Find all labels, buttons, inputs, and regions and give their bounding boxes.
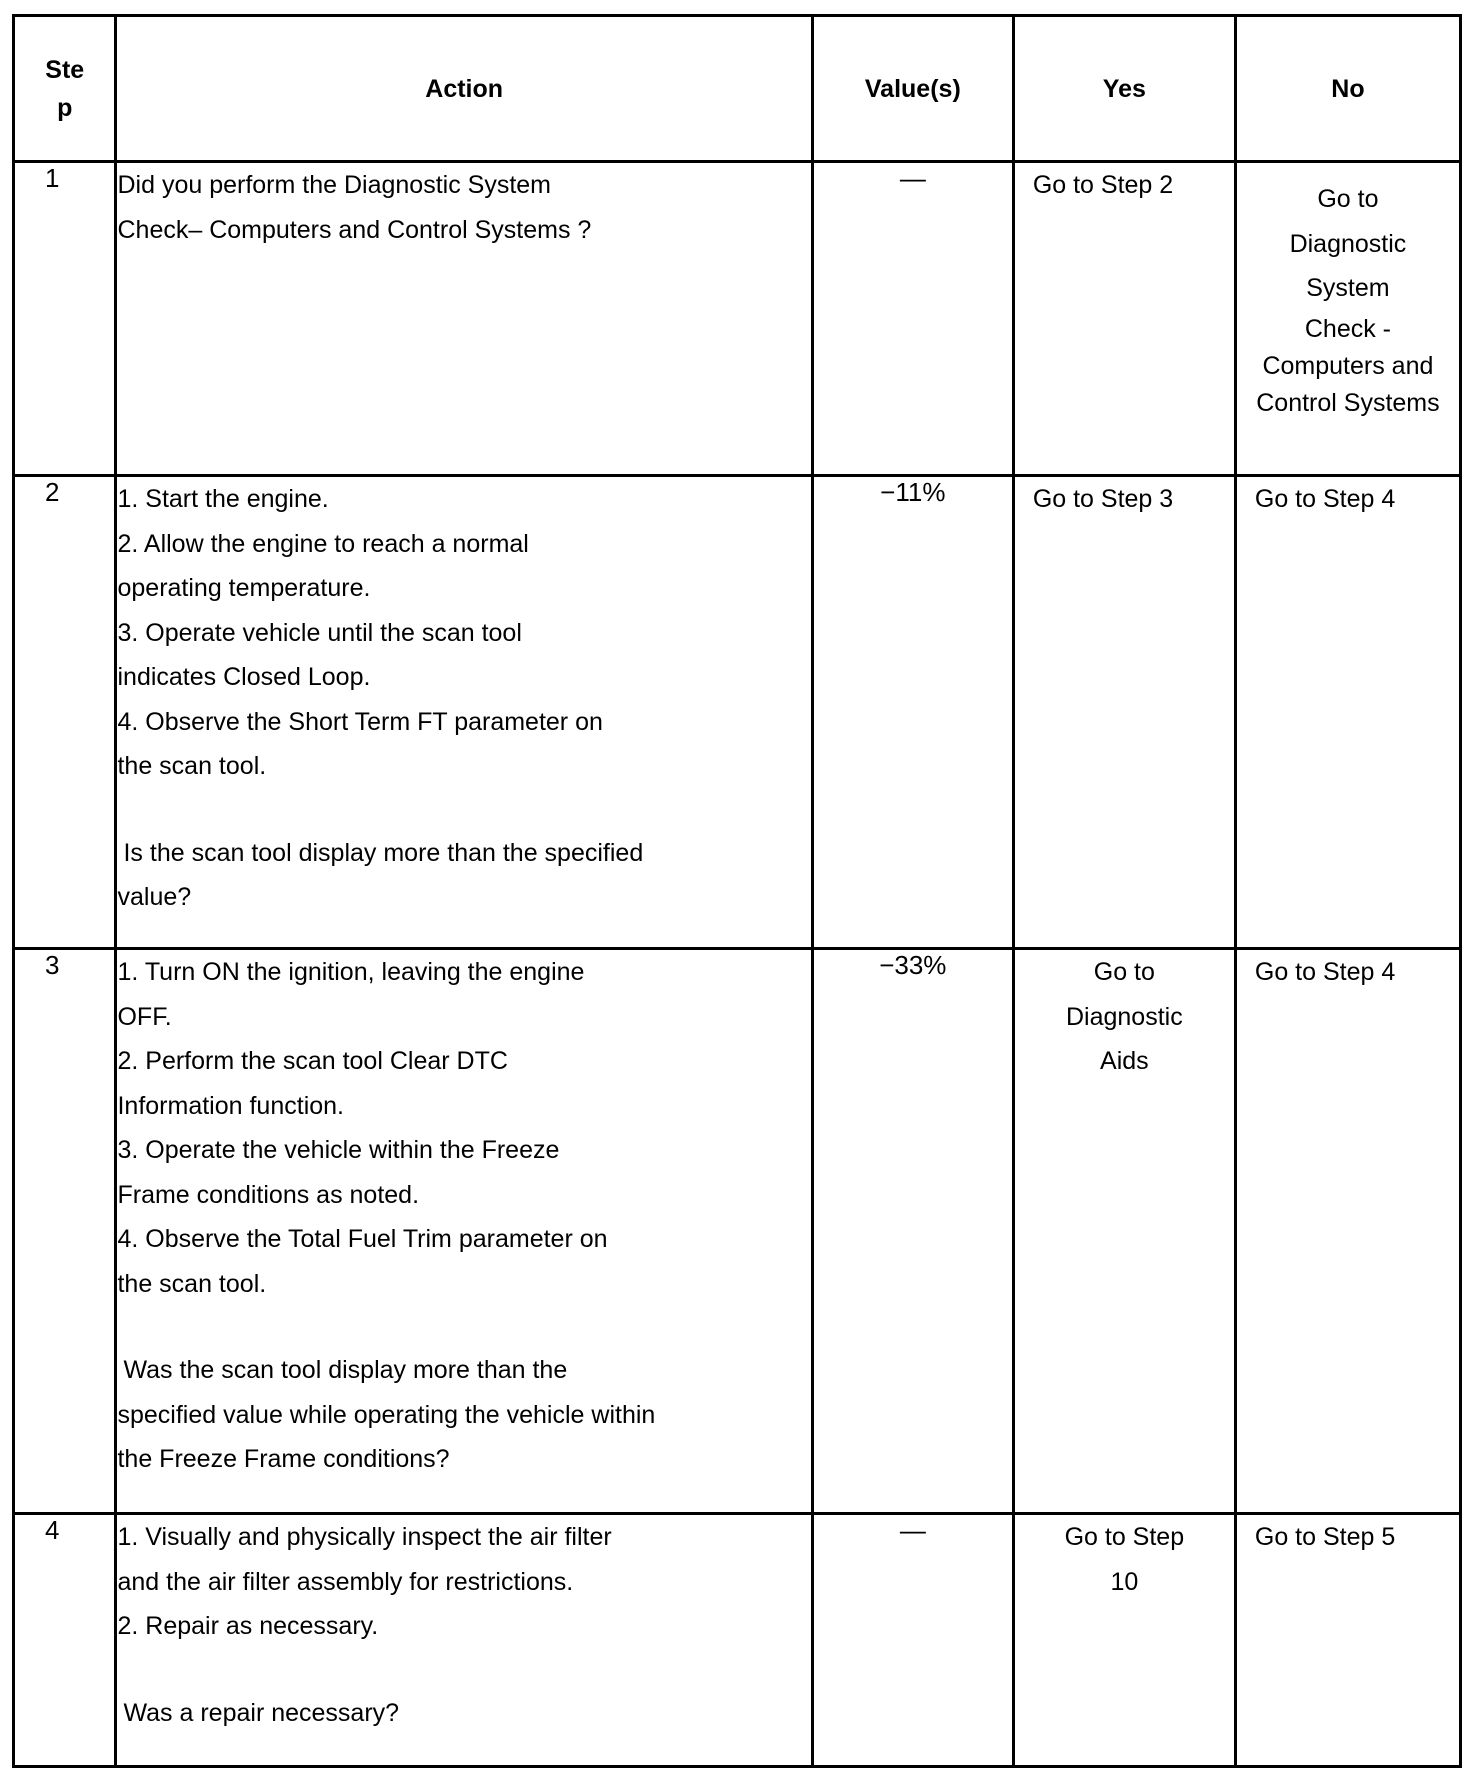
no-link[interactable]: Go to Step 4 [1254, 958, 1396, 986]
value-cell: — [812, 162, 1013, 476]
yes-link[interactable]: Go to Step 10 [1064, 1523, 1185, 1596]
step-number: 3 [14, 949, 116, 1514]
action-cell: 1. Start the engine. 2. Allow the engine to reach a normal operating temperature. 3. Operate vehicle until the scan tool indicates Closed Loop. 4. Observe the Short Term FT parameter on the scan tool. Is the scan tool display more than the specified value? [116, 476, 812, 949]
question: Was a repair necessary? [123, 1698, 400, 1727]
value-cell: −33% [812, 949, 1013, 1514]
action-cell: 1. Turn ON the ignition, leaving the engine OFF. 2. Perform the scan tool Clear DTC Information function. 3. Operate the vehicle within the Freeze Frame conditions as noted. 4. Observe the Total Fuel Trim parameter on the scan tool. Was the scan tool display more than the specified value while operating the vehicle within the Freeze Frame conditions? [116, 949, 812, 1514]
action-cell: 1. Visually and physically inspect the air filter and the air filter assembly for restrictions. 2. Repair as necessary. Was a repair necessary? [116, 1514, 812, 1767]
value-cell: — [812, 1514, 1013, 1767]
no-cell [1235, 162, 1460, 476]
value-cell: −11% [812, 476, 1013, 949]
diagnostic-table [12, 14, 1462, 1768]
table-row [14, 949, 1461, 1514]
header-action: Action [116, 16, 812, 162]
yes-cell [1013, 162, 1235, 476]
no-cell [1235, 949, 1460, 1514]
question: Is the scan tool display more than the specified [123, 838, 644, 867]
yes-cell [1013, 1514, 1235, 1767]
header-row [14, 16, 1461, 162]
table-row [14, 1514, 1461, 1767]
header-step: Step [14, 16, 116, 162]
no-link[interactable]: Go to Step 4 [1254, 485, 1396, 513]
no-cell [1235, 476, 1460, 949]
no-cell [1235, 1514, 1460, 1767]
yes-link[interactable]: Go to Step 3 [1032, 485, 1174, 513]
question: Was the scan tool display more than the [123, 1356, 568, 1384]
step-number: 2 [14, 476, 116, 949]
yes-cell [1013, 949, 1235, 1514]
table-row [14, 476, 1461, 949]
table-row [14, 162, 1461, 476]
yes-link[interactable]: Go to Step 2 [1032, 171, 1174, 199]
yes-link[interactable]: Go to Diagnostic Aids [1065, 958, 1183, 1075]
action-cell: Did you perform the Diagnostic System Check– Computers and Control Systems ? [116, 162, 812, 476]
no-link[interactable]: Go to Step 5 [1254, 1523, 1396, 1551]
header-yes: Yes [1013, 16, 1235, 162]
header-values: Value(s) [812, 16, 1013, 162]
no-link[interactable]: Go to Diagnostic System Check - Computers and Control Systems [1256, 185, 1440, 417]
step-number: 4 [14, 1514, 116, 1767]
step-number: 1 [14, 162, 116, 476]
yes-cell [1013, 476, 1235, 949]
header-no: No [1235, 16, 1460, 162]
